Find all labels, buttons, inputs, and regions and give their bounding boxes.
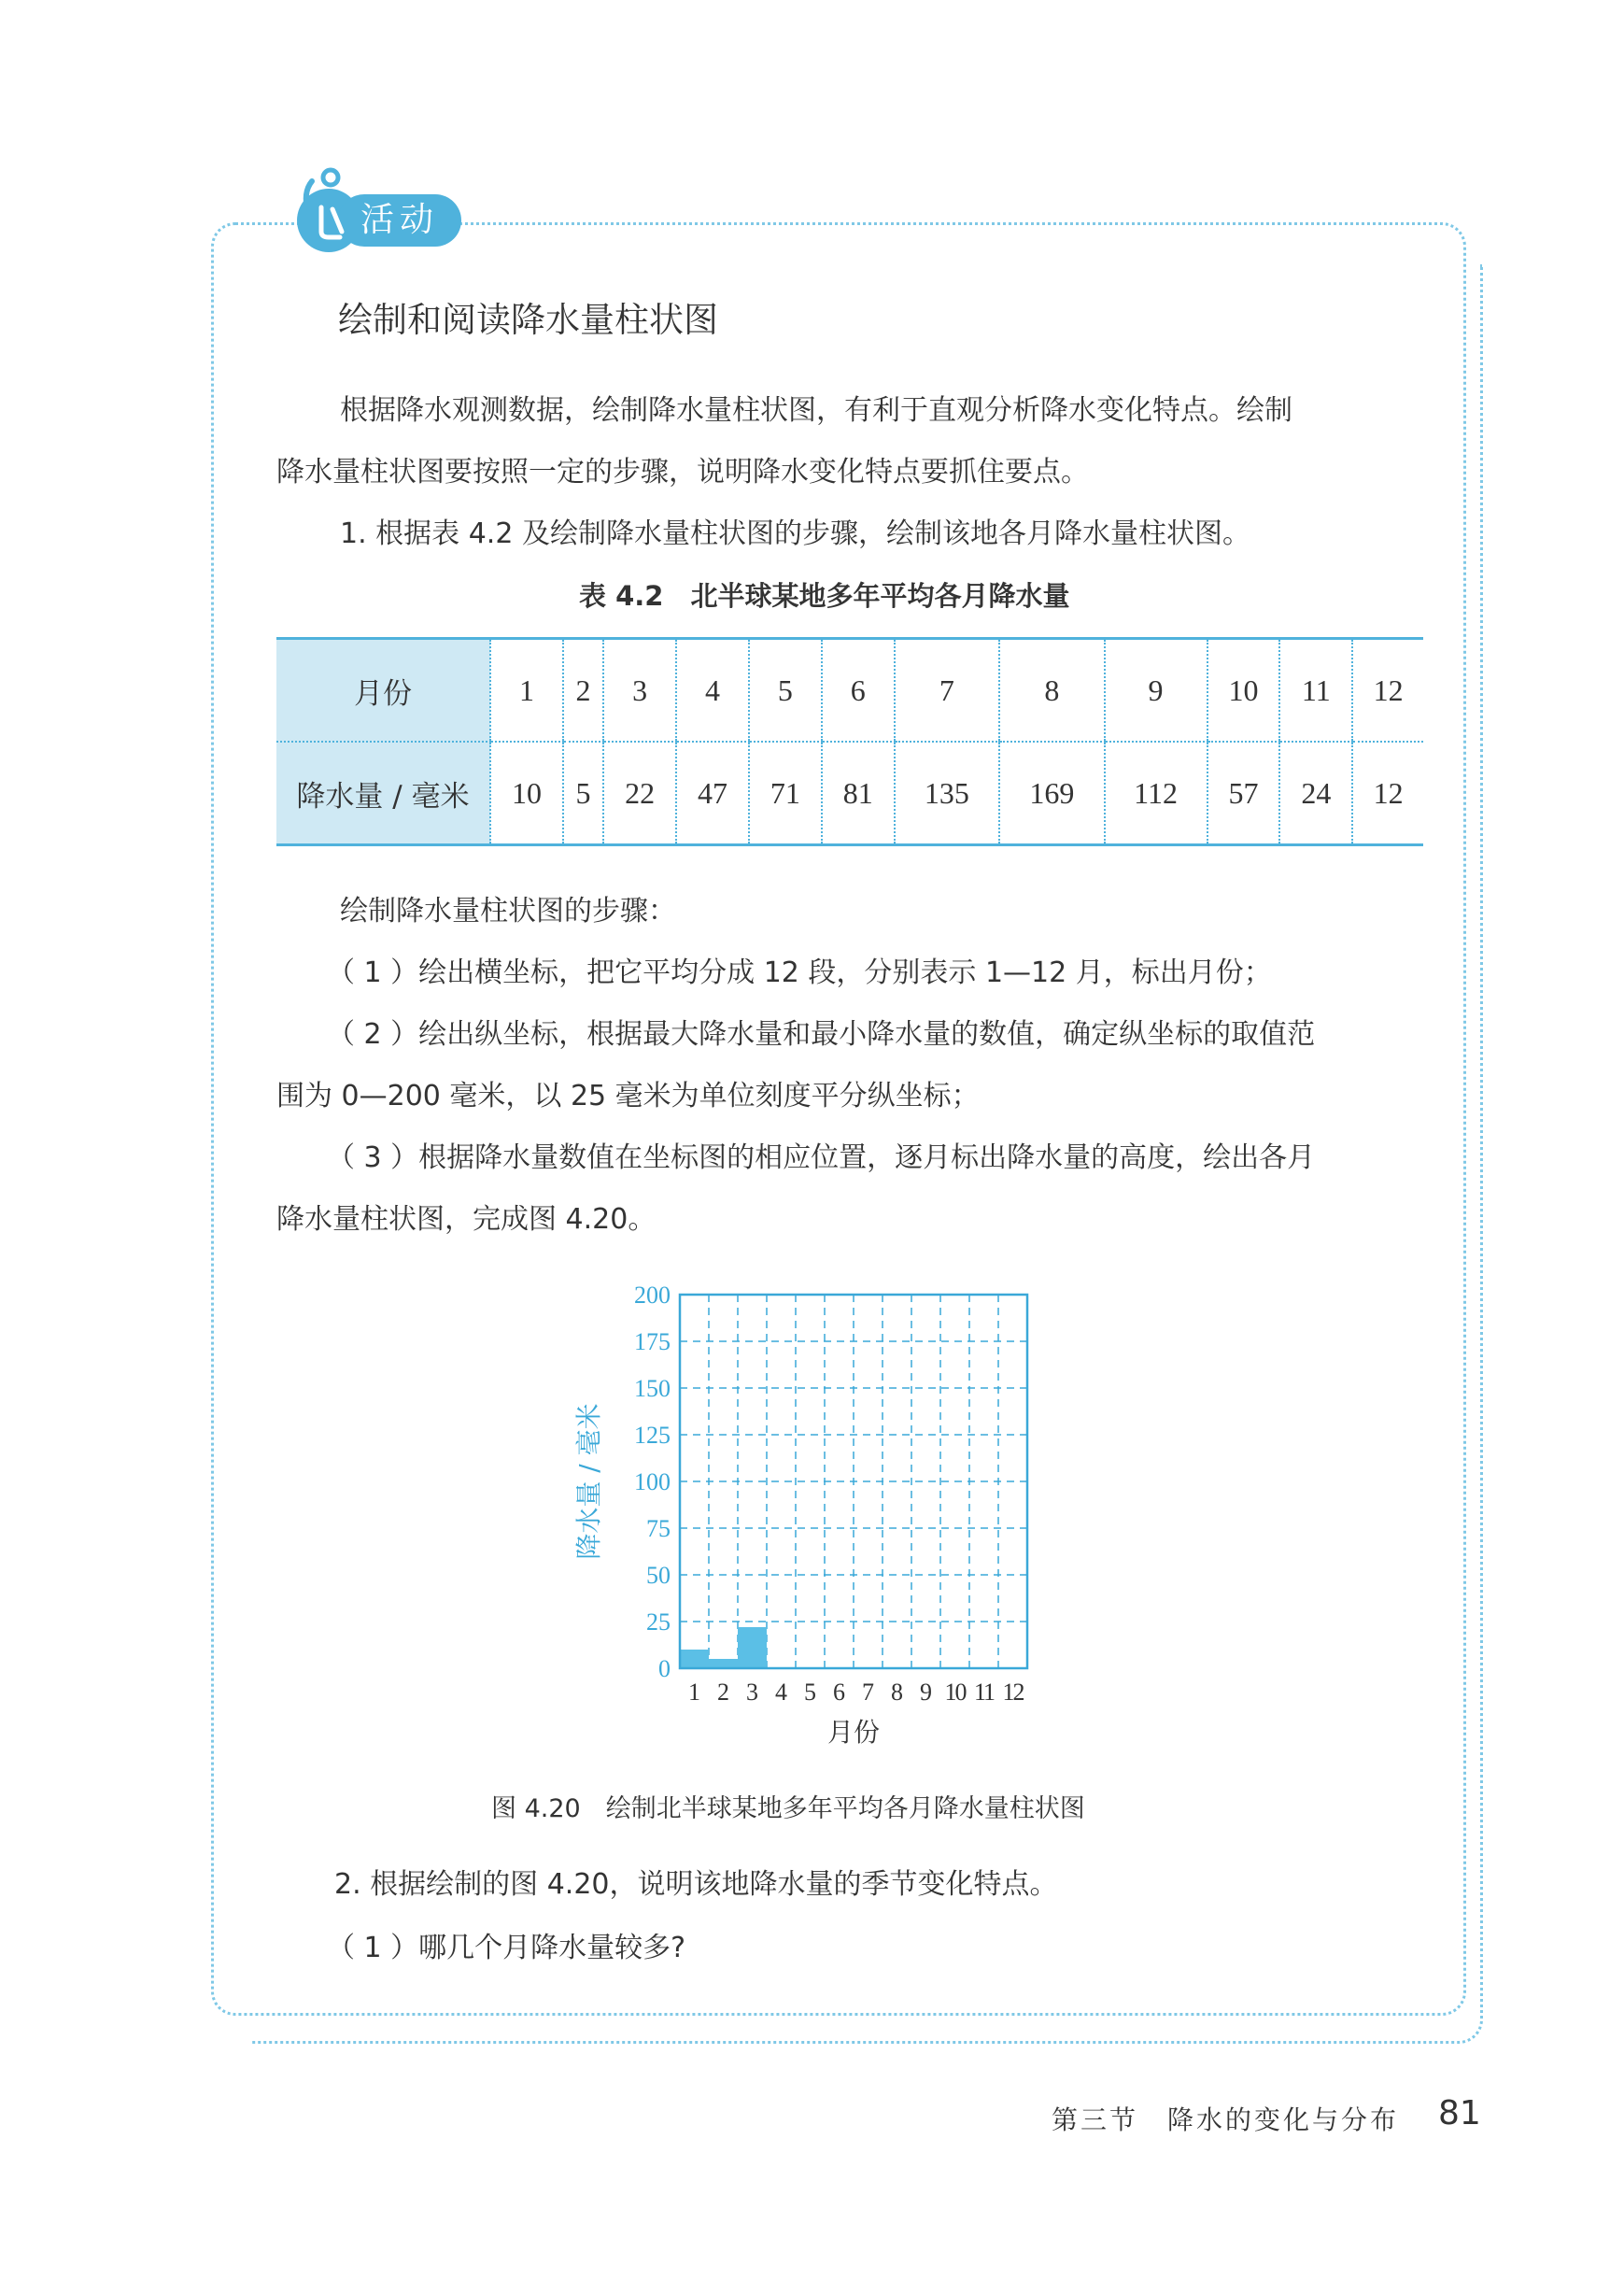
step-1: （ 1 ）绘出横坐标，把它平均分成 12 段，分别表示 1—12 月，标出月份；	[327, 956, 1272, 989]
y-tick-label: 200	[634, 1282, 671, 1309]
task-2-question-1: （ 1 ）哪几个月降水量较多?	[327, 1932, 686, 1964]
y-tick-label: 175	[634, 1328, 671, 1355]
bar-month-3	[738, 1627, 767, 1668]
y-tick-label: 125	[634, 1422, 671, 1449]
x-tick-label: 12	[1002, 1679, 1024, 1706]
table-caption: 表 4.2 北半球某地多年平均各月降水量	[579, 580, 1070, 612]
table-cell: 4	[676, 639, 749, 743]
table-cell: 112	[1105, 742, 1207, 845]
x-axis-label: 月份	[826, 1717, 881, 1748]
table-cell: 12	[1352, 742, 1423, 845]
step-3-line-1: （ 3 ）根据降水量数值在坐标图的相应位置，逐月标出降水量的高度，绘出各月	[327, 1141, 1316, 1174]
figure-caption: 图 4.20 绘制北半球某地多年平均各月降水量柱状图	[491, 1794, 1085, 1823]
y-tick-label: 150	[634, 1375, 671, 1402]
x-tick-label: 6	[833, 1679, 845, 1706]
table-cell: 3	[603, 639, 676, 743]
x-tick-label: 4	[775, 1679, 787, 1706]
y-axis-label: 降水量 / 毫米	[573, 1403, 604, 1560]
table-cell: 10	[490, 742, 563, 845]
precipitation-bar-chart	[560, 1280, 1083, 1765]
lightbulb-icon	[308, 200, 353, 245]
table-cell: 1	[490, 639, 563, 743]
intro-line-1: 根据降水观测数据，绘制降水量柱状图，有利于直观分析降水变化特点。绘制	[340, 394, 1292, 427]
table-cell: 5	[749, 639, 822, 743]
activity-title: 绘制和阅读降水量柱状图	[338, 300, 718, 340]
table-cell: 71	[749, 742, 822, 845]
table-cell: 7	[895, 639, 999, 743]
table-cell: 47	[676, 742, 749, 845]
table-cell: 10	[1207, 639, 1280, 743]
table-cell: 135	[895, 742, 999, 845]
page-number: 81	[1438, 2094, 1481, 2132]
table-cell: 5	[563, 742, 603, 845]
table-row-precipitation	[276, 742, 1423, 845]
y-tick-label: 100	[634, 1468, 671, 1495]
y-tick-label: 75	[646, 1515, 671, 1542]
bar-month-2	[709, 1659, 738, 1668]
x-tick-label: 10	[944, 1679, 966, 1706]
table-cell: 24	[1279, 742, 1352, 845]
table-cell: 169	[999, 742, 1104, 845]
y-tick-label: 0	[658, 1655, 671, 1682]
x-tick-label: 3	[746, 1679, 758, 1706]
table-cell: 11	[1279, 639, 1352, 743]
table-row-months	[276, 639, 1423, 743]
x-tick-label: 1	[688, 1679, 700, 1706]
x-tick-label: 7	[862, 1679, 874, 1706]
x-tick-label: 8	[891, 1679, 903, 1706]
task-1: 1. 根据表 4.2 及绘制降水量柱状图的步骤，绘制该地各月降水量柱状图。	[340, 517, 1250, 550]
x-tick-label: 5	[804, 1679, 816, 1706]
table-header-month: 月份	[276, 639, 490, 743]
steps-heading: 绘制降水量柱状图的步骤：	[340, 895, 676, 928]
table-cell: 8	[999, 639, 1104, 743]
table-cell: 12	[1352, 639, 1423, 743]
x-tick-label: 2	[717, 1679, 729, 1706]
x-tick-label: 11	[973, 1679, 995, 1706]
step-3-line-2: 降水量柱状图，完成图 4.20。	[276, 1203, 657, 1236]
table-cell: 9	[1105, 639, 1207, 743]
intro-line-2: 降水量柱状图要按照一定的步骤，说明降水变化特点要抓住要点。	[276, 456, 1089, 489]
y-tick-label: 25	[646, 1608, 671, 1636]
footer-section-title: 第三节 降水的变化与分布	[1052, 2104, 1400, 2135]
table-cell: 57	[1207, 742, 1280, 845]
activity-badge-label: 活动	[338, 194, 461, 247]
x-tick-label: 9	[920, 1679, 932, 1706]
bar-month-1	[680, 1650, 709, 1668]
table-cell: 2	[563, 639, 603, 743]
step-2-line-2: 围为 0—200 毫米，以 25 毫米为单位刻度平分纵坐标；	[276, 1080, 980, 1112]
y-tick-label: 50	[646, 1562, 671, 1589]
step-2-line-1: （ 2 ）绘出纵坐标，根据最大降水量和最小降水量的数值，确定纵坐标的取值范	[327, 1018, 1316, 1051]
table-cell: 81	[822, 742, 895, 845]
table-header-precipitation: 降水量 / 毫米	[276, 742, 490, 845]
task-2: 2. 根据绘制的图 4.20，说明该地降水量的季节变化特点。	[334, 1868, 1058, 1901]
table-cell: 22	[603, 742, 676, 845]
table-cell: 6	[822, 639, 895, 743]
precipitation-table	[276, 637, 1423, 846]
